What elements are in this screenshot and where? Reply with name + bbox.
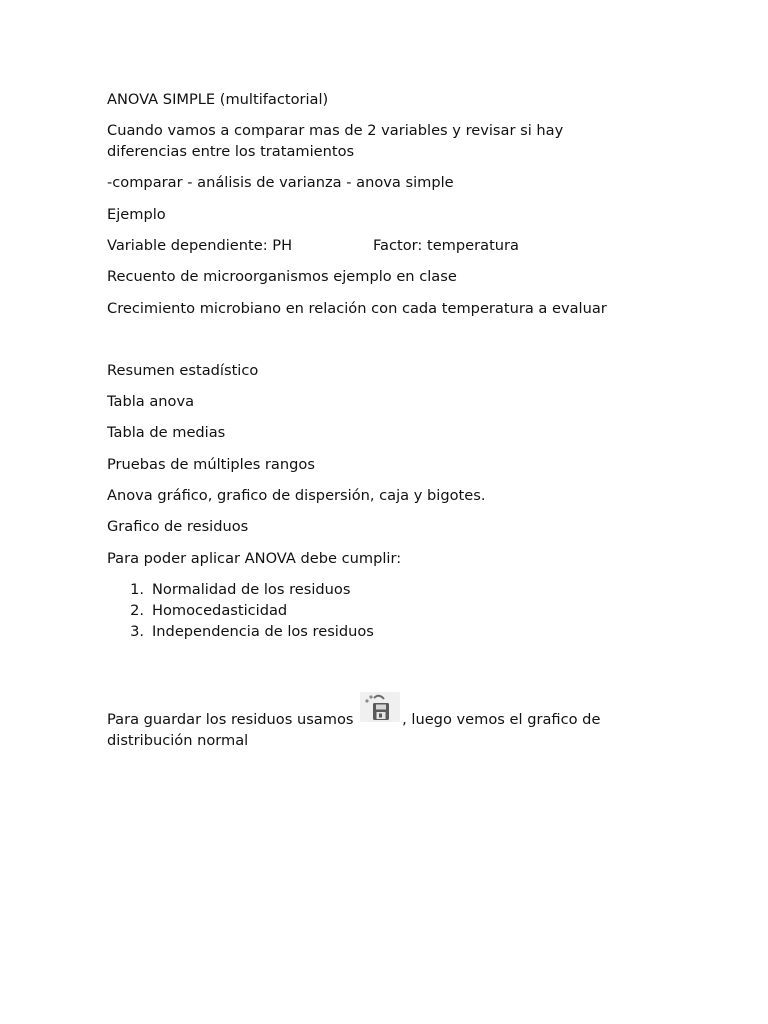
output-item: Resumen estadístico [107,361,259,379]
output-item: Tabla de medias [107,424,226,442]
output-item: Tabla anova [107,393,195,411]
list-number: 1. [130,580,144,598]
requirements-list [107,580,637,642]
requirements-intro: Para poder aplicar ANOVA debe cumplir: [107,549,402,567]
document-body [107,90,637,762]
example-heading: Ejemplo [107,205,166,223]
list-number: 3. [130,622,144,640]
output-item: Anova gráfico, grafico de dispersión, caja y bigotes. [107,487,486,505]
list-text: Normalidad de los residuos [152,580,351,598]
save-text-after: , luego vemos el grafico de distribución normal [107,711,601,750]
list-item [107,580,637,601]
dependent-variable-text: Variable dependiente: PH [107,236,293,254]
output-item: Grafico de residuos [107,518,249,536]
save-residuals-icon [360,692,400,722]
output-item: Pruebas de múltiples rangos [107,455,315,473]
document-title: ANOVA SIMPLE (multifactorial) [107,91,329,108]
list-text: Independencia de los residuos [152,622,374,640]
list-item [107,622,637,643]
list-item [107,601,637,622]
growth-paragraph: Crecimiento microbiano en relación con cada temperatura a evaluar [107,299,607,317]
intro-paragraph: Cuando vamos a comparar mas de 2 variables y revisar si hay diferencias entre los tratamientos [107,122,564,161]
save-text-before: Para guardar los residuos usamos [107,711,354,729]
blank-line [107,330,637,361]
compare-paragraph: -comparar - análisis de varianza - anova simple [107,174,454,192]
save-paragraph [107,698,637,752]
variables-line [107,236,637,257]
factor-text: Factor: temperatura [373,236,519,254]
list-number: 2. [130,601,144,619]
list-text: Homocedasticidad [152,601,288,619]
count-paragraph: Recuento de microorganismos ejemplo en clase [107,268,457,286]
